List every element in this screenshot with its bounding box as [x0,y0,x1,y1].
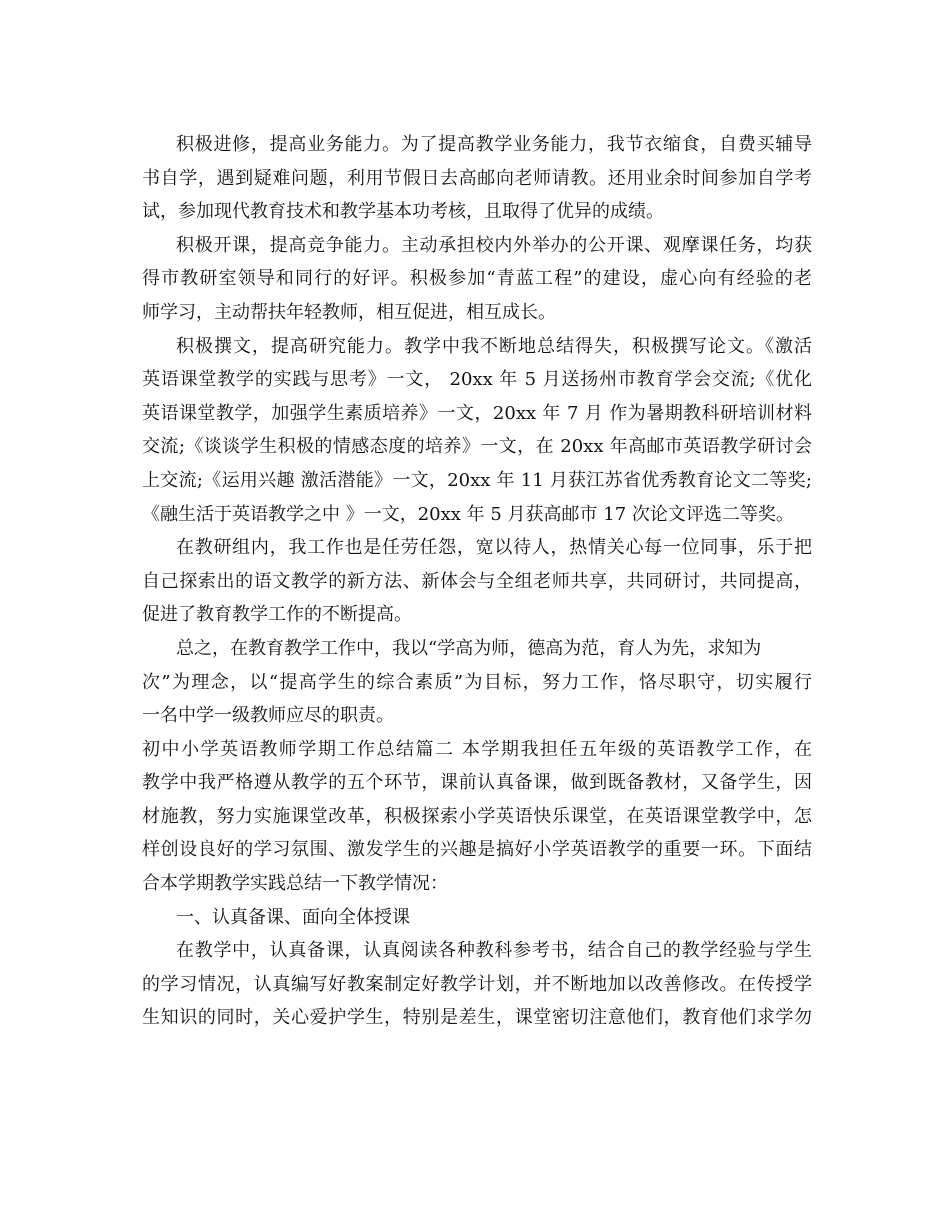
text-line: 积极撰文，提高研究能力。教学中我不断地总结得失，积极撰写论文。《激活 [176,335,812,357]
text-line: 自己探索出的语文教学的新方法、新体会与全组老师共享，共同研讨，共同提高， [142,570,812,592]
text-line: 在教学中，认真备课，认真阅读各种教科参考书，结合自己的教学经验与学生 [176,940,812,962]
text-line: 在教研组内，我工作也是任劳任怨，宽以待人，热情关心每一位同事，乐于把 [176,537,812,559]
text-line: 英语课堂教学，加强学生素质培养》一文，20xx 年 7 月 作为暑期教科研培训材料 [142,402,812,424]
text-line: 上交流;《运用兴趣 激活潜能》一文，20xx 年 11 月获江苏省优秀教育论文二等奖; [142,469,812,491]
text-line: 材施教，努力实施课堂改革，积极探索小学英语快乐课堂，在英语课堂教学中，怎 [142,805,812,827]
text-line: 书自学，遇到疑难问题，利用节假日去高邮向老师请教。还用业余时间参加自学考 [142,167,812,189]
text-line: 样创设良好的学习氛围、激发学生的兴趣是搞好小学英语教学的重要一环。下面结 [142,839,812,861]
text-line: 的学习情况，认真编写好教案制定好教学计划，并不断地加以改善修改。在传授学 [142,973,812,995]
text-line: 师学习，主动帮扶年轻教师，相互促进，相互成长。 [142,301,556,323]
text-line: 生知识的同时，关心爱护学生，特别是差生，课堂密切注意他们，教育他们求学勿 [142,1007,812,1029]
document-body [142,128,812,1035]
text-line: 一、认真备课、面向全体授课 [176,906,410,928]
text-line: 积极开课，提高竞争能力。主动承担校内外举办的公开课、观摩课任务，均获 [176,234,812,256]
text-line: 次”为理念，以“提高学生的综合素质”为目标，努力工作，恪尽职守，切实履行 [142,671,812,693]
text-line: 《融生活于英语教学之中 》一文，20xx 年 5 月获高邮市 17 次论文评选二等奖。 [142,503,794,525]
text-line: 一名中学一级教师应尽的职责。 [142,705,394,727]
text-line: 积极进修，提高业务能力。为了提高教学业务能力，我节衣缩食，自费买辅导 [176,134,812,155]
text-line: 得市教研室领导和同行的好评。积极参加“青蓝工程”的建设，虚心向有经验的老 [142,268,812,290]
text-line: 交流;《谈谈学生积极的情感态度的培养》一文，在 20xx 年高邮市英语教学研讨会 [142,436,812,458]
text-line: 总之，在教育教学工作中，我以“学高为师，德高为范，育人为先，求知为 [176,637,762,659]
text-line: 合本学期教学实践总结一下教学情况： [142,873,448,895]
text-line: 试，参加现代教育技术和教学基本功考核，且取得了优异的成绩。 [142,201,664,223]
text-line: 英语课堂教学的实践与思考》一文， 20xx 年 5 月送扬州市教育学会交流;《优化 [142,369,812,391]
text-line: 促进了教育教学工作的不断提高。 [142,604,412,626]
text-line: 教学中我严格遵从教学的五个环节，课前认真备课，做到既备教材，又备学生，因 [142,772,812,794]
text-line: 初中小学英语教师学期工作总结篇二 本学期我担任五年级的英语教学工作，在 [142,738,812,760]
